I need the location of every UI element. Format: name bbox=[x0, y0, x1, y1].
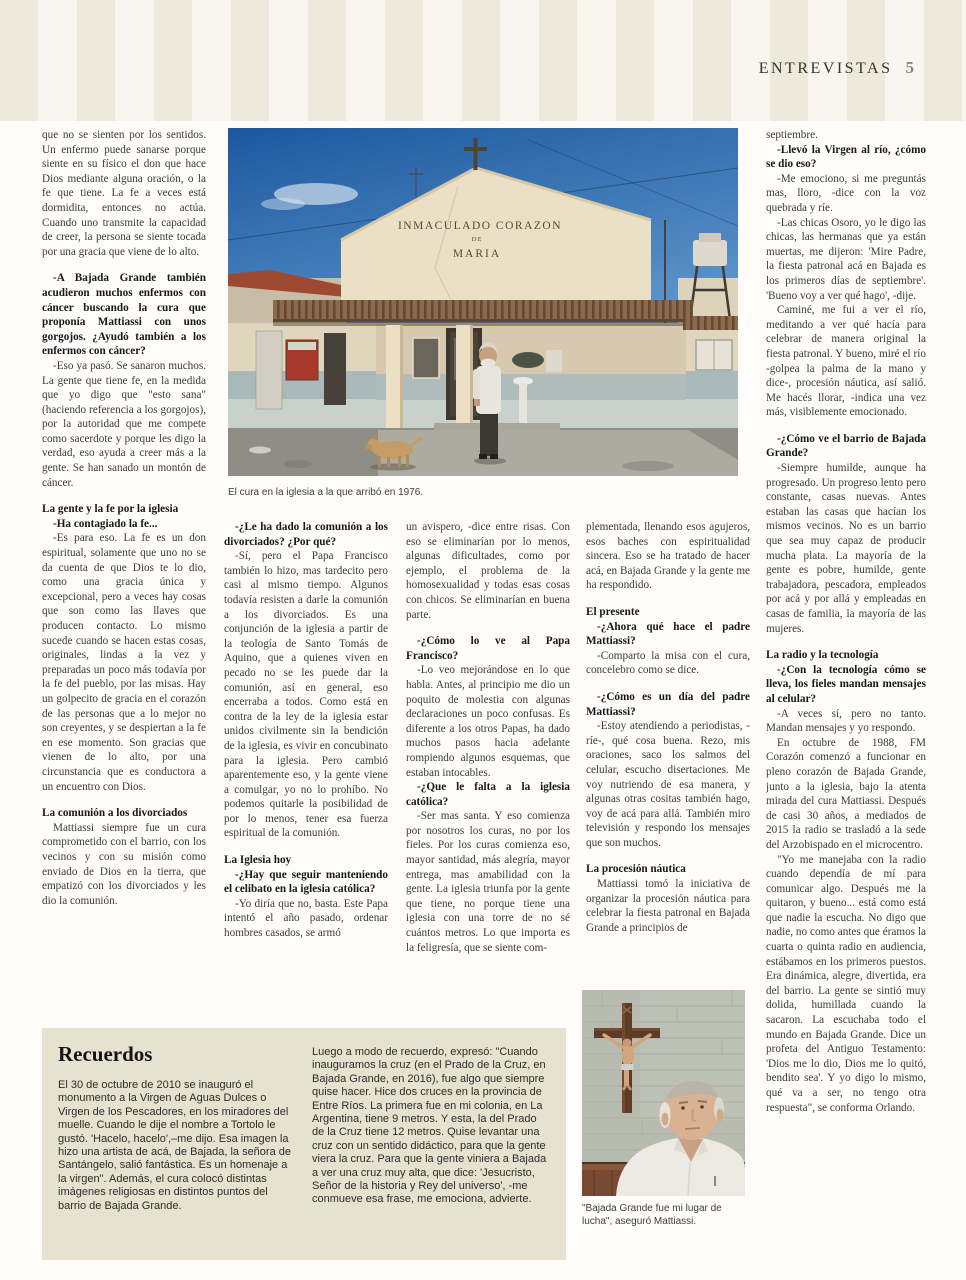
section-subhead: La comunión a los divorciados bbox=[42, 807, 188, 820]
body-paragraph: -Ser mas santa. Y eso comienza por nosotros los curas, no por los fieles. Por los curas comienza eso, mayor santidad, más alegría, mayor entrega, mas amabilidad con la gente. La iglesia triunfa por la gente que tiene, no porque tiene una iglesia con una torre de no sé cuántos metros. Lo que importa es la feligresía, que se siente com- bbox=[406, 810, 570, 954]
body-paragraph: -Siempre humilde, aunque ha progresado. Un progreso lento pero constante, casas nuevas. Antes estaban las casas que hacían los mismos vecinos. No es un barrio que sea muy capaz de producir mucha plata. La mayoría de la gente es pobre, humilde, gente trabajadora, pescadora, empleados por acá y por allá y empleadas en casas de familia, la mayoría de las mujeres. bbox=[766, 462, 926, 635]
church-sign-line2: DE bbox=[471, 236, 483, 243]
recuerdos-left-column bbox=[58, 1040, 296, 1248]
page-number: 5 bbox=[905, 58, 914, 77]
church-photo-caption: El cura en la iglesia a la que arribó en 1976. bbox=[228, 487, 424, 498]
section-subhead: La Iglesia hoy bbox=[224, 854, 292, 867]
church-sign-line3: MARIA bbox=[452, 248, 502, 260]
church-sign-line1: INMACULADO CORAZON bbox=[397, 220, 563, 232]
church-illustration bbox=[228, 128, 738, 476]
interview-question: -¿Ahora qué hace el padre Mattiassi? bbox=[586, 620, 750, 648]
interview-question: -Ha contagiado la fe... bbox=[53, 517, 158, 530]
body-paragraph: -Comparto la misa con el cura, concelebro como se dice. bbox=[586, 649, 750, 677]
interview-question: -A Bajada Grande también acudieron muchos enfermos con cáncer buscando la cura que proponía Mattiassi con unos gorgojos. ¿Ayudó también a los enfermos con cáncer? bbox=[42, 272, 206, 358]
interview-question: -¿Cómo es un día del padre Mattiassi? bbox=[586, 690, 750, 718]
text-column-4 bbox=[586, 520, 750, 988]
body-paragraph: -Sí, pero el Papa Francisco también lo hizo, mas tardecito pero casi al mismo tiempo. Algunos todavía resisten a darle la comunión a los divorciados. Es una conjunción de la iglesia a partir de la teología de Santo Tomás de Aquino, que a quienes viven en pecado no se les puede dar la comunión, así en general, eso encerraba a todos. Como está en contra de la ley de la iglesia estar unidos civilmente sin la bendición de la iglesia, es vivir en concubinato para la iglesia. Pero cambió aparentemente eso, y la gente viene a comulgar, yo no lo prohíbo. No podemos quitarle la posibilidad de por lo menos, tener esa fuerza espiritual de la comunión. bbox=[224, 550, 388, 840]
recuerdos-box bbox=[42, 1028, 566, 1260]
body-paragraph: que no se sienten por los sentidos. Un enfermo puede sanarse porque siente en su físico el don que hace Dios mediante alguna oración, o la fe que tiene. La fe a veces está dormidita, entonces no actúa. Cuando uno transmite la capacidad de creer, la persona se siente tocada por una gracia que viene de lo alto. bbox=[42, 129, 206, 258]
body-paragraph: Mattiassi siempre fue un cura comprometido con el barrio, con los vecinos y con su misión como enviado de Dios en la tierra, que empatizó con los divorciados y les dio la comunión. bbox=[42, 821, 206, 907]
interview-question: -¿Cómo lo ve al Papa Francisco? bbox=[406, 635, 570, 662]
interview-question: -¿Le ha dado la comunión a los divorciados? ¿Por qué? bbox=[224, 521, 388, 548]
text-column-2 bbox=[224, 520, 388, 1022]
priest-photo-caption: "Bajada Grande fue mi lugar de lucha", aseguró Mattiassi. bbox=[582, 1203, 722, 1227]
body-paragraph: -Eso ya pasó. Se sanaron muchos. La gente que tiene fe, en la medida que yo digo que "esto sana" (haciendo referencia a los gorgojos), por la autoridad que me compete como sacerdote y porque les digo la verdad, eso ayuda a creer más a la gente. Se han sanado un montón de cáncer. bbox=[42, 359, 206, 489]
body-paragraph: plementada, llenando esos agujeros, esos baches con espiritualidad sincera. Eso se ha tratado de hacer acá, en Bajada Grande y la gente me ha respondido. bbox=[586, 521, 750, 592]
section-subhead: El presente bbox=[586, 605, 640, 618]
body-paragraph: septiembre. bbox=[766, 129, 818, 141]
body-paragraph: -Es para eso. La fe es un don espiritual, solamente que uno no se da cuenta de que Dios te lo dio, como una gracia única y excepcional, pero a veces hay cosas que son como las llaves que producen contacto. Lo mismo sucede cuando se hacen estas cosas, originales, lindas a la vez y preparadas un poco más todavía por la fe del pueblo, por las misas. Hay un golpecito de gracia en el corazón de las personas que a lo mejor no son creyentes, y se despiertan a la fe en ese momento. Son gracias que vienen de lo alto, por una circunstancia que es conductora a un encuentro con Dios. bbox=[42, 532, 206, 793]
section-subhead: La radio y la tecnología bbox=[766, 649, 879, 662]
recuerdos-text-left: El 30 de octubre de 2010 se inauguró el monumento a la Virgen de Aguas Dulces o Virgen de los Pescadores, en los miradores del muelle. Cuando le dije el nombre a Tortolo le gustó. 'Hacelo, hacelo',–me dijo. Esa imagen la hizo una artista de acá, de Bajada, la señora de Santángelo, salió fantástica. Es un homenaje a la virgen". Además, el cura colocó distintas imágenes religiosas en distintos puntos del barrio de Bajada Grande. bbox=[58, 1079, 291, 1212]
section-subhead: La gente y la fe por la iglesia bbox=[42, 503, 179, 516]
masthead bbox=[759, 58, 914, 78]
text-column-1 bbox=[42, 128, 206, 1026]
body-paragraph: Caminé, me fui a ver el río, meditando a ver qué hacía para celebrar de manera original la fiesta patronal. Y bueno, miré el río -golpea la palma de la mano y dice-, procesión náutica, así salió. Me hacés llorar, -indica una vez más, visiblemente emocionado. bbox=[766, 304, 926, 419]
recuerdos-right-column bbox=[312, 1040, 550, 1248]
body-paragraph: un avispero, -dice entre risas. Con eso se eliminarían por lo menos, algunas dificultades, como por ejemplo, el problema de la homosexualidad y todas esas cosas con chicos. Se eliminarían en buena parte. bbox=[406, 521, 570, 621]
priest-photo bbox=[582, 990, 745, 1196]
priest-illustration bbox=[582, 990, 745, 1196]
section-subhead: La procesión náutica bbox=[586, 863, 686, 876]
interview-question: -¿Hay que seguir manteniendo el celibato en la iglesia católica? bbox=[224, 868, 388, 896]
body-paragraph: -Las chicas Osoro, yo le digo las chicas, las hermanas que ya están muertas, me dijeron: 'Mire Padre, la fiesta patronal acá en Bajada es los primeros días de septiembre'. 'Bueno voy a ver qué hago', -dije. bbox=[766, 216, 926, 302]
body-paragraph: Mattiassi tomó la iniciativa de organizar la procesión náutica para celebrar la fiesta patronal en Bajada Grande a principios de bbox=[586, 878, 750, 934]
interview-question: -Llevó la Virgen al río, ¿cómo se dio eso? bbox=[766, 143, 926, 171]
text-column-5 bbox=[766, 128, 926, 1258]
body-paragraph: -A veces sí, pero no tanto. Mandan mensajes y yo respondo. bbox=[766, 707, 926, 735]
recuerdos-text-right: Luego a modo de recuerdo, expresó: "Cuando inauguramos la cruz (en el Prado de la Cruz, en Bajada Grande, en 2016), fue algo que siempre quise hacer. Hice dos cruces en la provincia de Entre Ríos. La primera fue en mi colonia, en La Argentina, tiene 9 metros. Y esta, la del Prado de la Cruz tiene 12 metros. Quise levantar una cruz con un sentido didáctico, para que la gente viera la cruz. Para que la gente viniera a Bajada a ver una cruz muy alta, que dice: 'Jesucristo, Señor de la historia y Rey del universo', -me conmueve esa frase, me emociona, advierte. bbox=[312, 1046, 547, 1206]
church-photo bbox=[228, 128, 738, 476]
body-paragraph: -Me emociono, si me preguntás mas, lloro, -dice con la voz quebrada y ríe. bbox=[766, 172, 926, 214]
interview-question: -¿Cómo ve el barrio de Bajada Grande? bbox=[766, 432, 926, 460]
interview-question: -¿Que le falta a la iglesia católica? bbox=[406, 781, 570, 808]
section-label: ENTREVISTAS bbox=[758, 60, 893, 77]
body-paragraph: -Yo diría que no, basta. Este Papa intentó el año pasado, ordenar hombres casados, se armó bbox=[224, 897, 388, 940]
body-paragraph: -Estoy atendiendo a periodistas, -ríe-, qué cosa buena. Rezo, mis oraciones, saco los salmos del celular, escucho disertaciones. Me voy nutriendo de esa manera, y algunas otras cositas también hago, voy de acá para allá. También miro televisión y respondo los mensajes que son muchos. bbox=[586, 720, 750, 849]
interview-question: -¿Con la tecnología cómo se lleva, los fieles mandan mensajes al celular? bbox=[766, 663, 926, 705]
text-column-3 bbox=[406, 520, 570, 1022]
body-paragraph: -Lo veo mejorándose en lo que habla. Antes, al principio me dio un poquito de molestia con algunas declaraciones un poco confusas. Es diferente a los otros Papas, ha dado muchos pasos hacia adelante rompiendo algunos esquemas, que estaban intocables. bbox=[406, 664, 570, 779]
recuerdos-title: Recuerdos bbox=[58, 1042, 153, 1066]
body-paragraph: "Yo me manejaba con la radio cuando dependía de mí para comunicar algo. Después me la quitaron, y bueno... está como está que nadie la escucha. No digo que nadie, no como antes que éramos la cuarta o quinta radio en audiencia, estábamos en los primeros puestos. Era dinámica, alegre, divertida, era del barrio. La gente se sintió muy dolida, humillada cuando la sacaron. La escuchaba todo el mundo en Bajada Grande. Dice un profeta del Antiguo Testamento: 'Dios me lo dio, Dios me lo quitó, bendito sea'. Y yo digo lo mismo, qué va a ser, no tengo otra respuesta", se conforma Orlando. bbox=[766, 853, 926, 1114]
body-paragraph: En octubre de 1988, FM Corazón comenzó a funcionar en pleno corazón de Bajada Grande, junto a la iglesia, bajo la atenta mirada del cura Mattiassi. Después de casi 30 años, a mediados de 2015 la radio se trasladó a la sede del Arzobispado en el microcentro. bbox=[766, 736, 926, 851]
